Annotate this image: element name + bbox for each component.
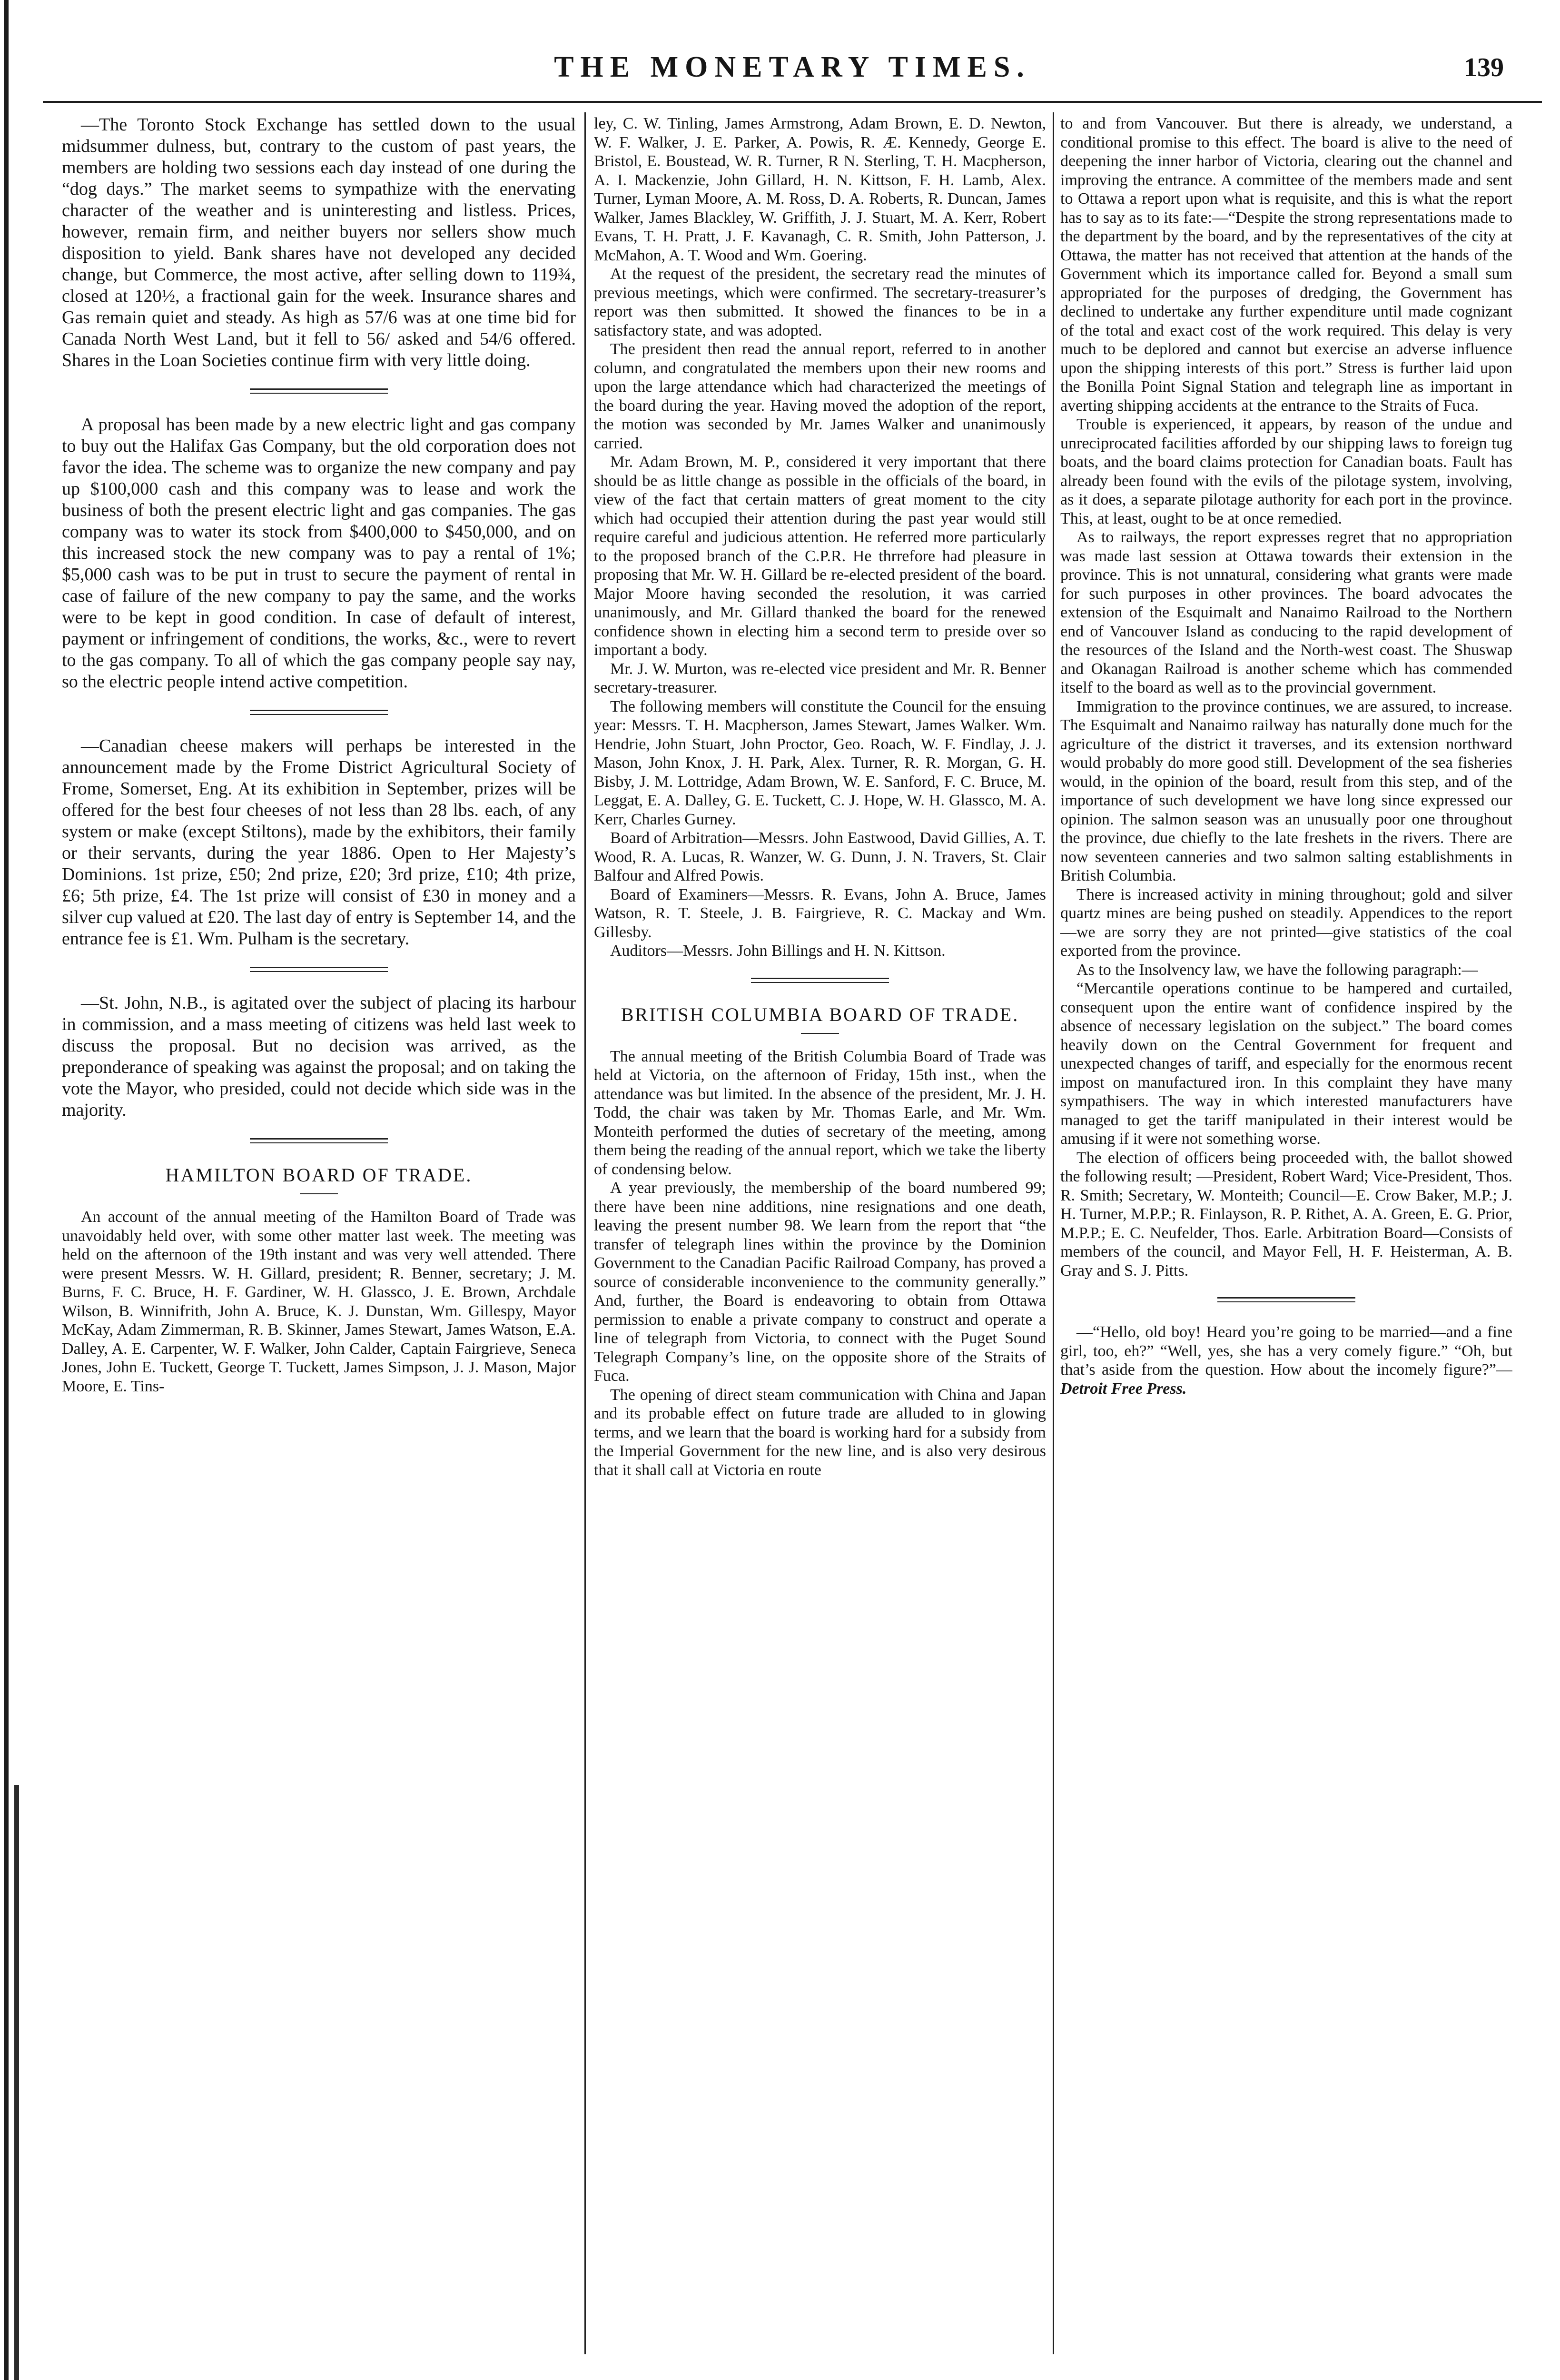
paragraph: Trouble is experienced, it appears, by reason of the undue and unreciprocated facilities afforded by our shipping laws to foreign tug boats, and the board claims protection for Canadian boats. Fault has already been found with the evils of the pilotage system, involving, as it does, a separate pilotage authority for each port in the province. This, at least, ought to be at once remedied.	[1060, 416, 1512, 527]
paragraph: The annual meeting of the British Columbia Board of Trade was held at Victoria, on the afternoon of Friday, 15th inst., when the attendance was but limited. In the absence of the president, Mr. J. H. Todd, the chair was taken by Mr. Thomas Earle, and Mr. Wm. Monteith performed the duties of secretary of the meeting, among them being the reading of the annual report, which we take the liberty of condensing below.	[594, 1047, 1046, 1178]
paragraph: As to the Insolvency law, we have the following paragraph:—	[1076, 961, 1478, 979]
section-divider	[250, 388, 388, 395]
column-2	[594, 114, 1046, 2361]
paragraph: Mr. Adam Brown, M. P., considered it very important that there should be as little change as possible in the officials of the board, in view of the fact that certain matters of great moment to the city which had occupied their attention during the past year would still require careful and judicious attention. He referred more particularly to the proposed branch of the C.P.R. He thrrefore had pleasure in proposing that Mr. W. H. Gillard be re-elected president of the board. Major Moore having seconded the resolution, it was carried unanimously, and Mr. Gillard thanked the board for the renewed confidence shown in electing him a second term to preside over so important a body.	[594, 453, 1046, 659]
section-divider	[250, 1138, 388, 1145]
column-divider	[1053, 112, 1054, 2354]
column-3	[1060, 114, 1512, 2361]
article-hamilton-board: An account of the annual meeting of the Hamilton Board of Trade was unavoidably held over, with some other matter last week. The meeting was held on the afternoon of the 19th instant and was very well attended. There were present Messrs. W. H. Gillard, president; R. Benner, secretary; J. M. Burns, F. C. Bruce, H. F. Gardiner, W. H. Glassco, J. E. Brown, Archdale Wilson, B. Winnifrith, John A. Bruce, K. J. Dunstan, Wm. Gillespy, Mayor McKay, Adam Zimmerman, R. B. Skinner, James Stewart, James Watson, E.A. Dalley, A. E. Carpenter, W. F. Walker, John Calder, Captain Fairgrieve, Seneca Jones, John E. Tuckett, George T. Tuckett, James Simpson, J. J. Mason, Major Moore, E. Tins-	[62, 1208, 576, 1395]
heading-rule	[300, 1193, 338, 1194]
article-st-john-harbour: —St. John, N.B., is agitated over the subject of placing its harbour in commission, and a mass meeting of citizens was held last week to discuss the proposal. But no decision was arrived, as the preponderance of speaking was against the proposal; and on taking the vote the Mayor, who presided, could not decide which side was in the majority.	[62, 993, 576, 1120]
section-divider	[250, 967, 388, 973]
paragraph: A year previously, the membership of the board numbered 99; there have been nine additions, nine resignations and one death, leaving the present number 98. We learn from the report that “the transfer of telegraph lines within the province by the Dominion Government to the Canadian Pacific Railroad Company, has proved a source of considerable inconvenience to the community generally.” And, further, the Board is endeavoring to obtain from Ottawa permission to enable a private company to construct and operate a line of telegraph from Victoria, to connect with the Puget Sound Telegraph Company’s line, on the opposite shore of the Straits of Fuca.	[594, 1179, 1046, 1385]
column-divider	[584, 112, 586, 2354]
paragraph: Mr. J. W. Murton, was re-elected vice president and Mr. R. Benner secretary-treasurer.	[594, 660, 1046, 696]
paragraph: The president then read the annual report, referred to in another column, and congratulated the members upon their new rooms and upon the large attendance which had characterized the meetings of the board during the year. Having moved the adoption of the report, the motion was seconded by Mr. James Walker and unanimously carried.	[594, 340, 1046, 452]
heading-hamilton-board: HAMILTON BOARD OF TRADE.	[165, 1164, 473, 1186]
binding-edge	[4, 0, 9, 2380]
paragraph: The opening of direct steam communication with China and Japan and its probable effect on future trade are alluded to in glowing terms, and we learn that the board is working hard for a subsidy from the Imperial Government for the new line, and is also very desirous that it shall call at Victoria en route	[594, 1386, 1046, 1479]
section-divider	[250, 710, 388, 716]
paragraph: Board of Examiners—Messrs. R. Evans, John A. Bruce, James Watson, R. T. Steele, J. B. Fairgrieve, R. C. Mackay and Wm. Gillesby.	[594, 885, 1046, 941]
article-toronto-stock-exchange: —The Toronto Stock Exchange has settled down to the usual midsummer dulness, but, contrary to the custom of past years, the members are holding two sessions each day instead of one during the “dog days.” The market seems to sympathize with the enervating character of the weather and is uninteresting and listless. Prices, however, remain firm, and neither buyers nor sellers show much disposition to yield. Bank shares have not developed any decided change, but Commerce, the most active, after selling down to 119¾, closed at 120½, a fractional gain for the week. Insurance shares and Gas remain quiet and steady. As high as 57/6 was at one time bid for Canada North West Land, but it fell to 56/ asked and 54/6 offered. Shares in the Loan Societies continue firm with very little doing.	[62, 115, 576, 370]
article-joke	[1060, 1323, 1512, 1398]
article-cheese-makers: —Canadian cheese makers will perhaps be interested in the announcement made by the Frome District Agricultural Society of Frome, Somerset, Eng. At its exhibition in September, prizes will be offered for the best four cheeses of not less than 28 lbs. each, of any system or make (except Stiltons), made by the exhibitors, their family or their servants, during the year 1886. Open to Her Majesty’s Dominions. 1st prize, £50; 2nd prize, £20; 3rd prize, £10; 4th prize, £6; 5th prize, £4. The 1st prize will consist of £30 in money and a silver cup valued at £20. The last day of entry is September 14, and the entrance fee is £1. Wm. Pulham is the secretary.	[62, 736, 576, 949]
paragraph: There is increased activity in mining throughout; gold and silver quartz mines are being pushed on steadily. Appendices to the report—we are sorry they are not printed—give statistics of the coal exported from the province.	[1060, 885, 1512, 960]
masthead-rule	[43, 101, 1542, 103]
joke-text: —“Hello, old boy! Heard you’re going to be married—and a fine girl, too, eh?” “Well, yes, she has a very comely figure.” “Oh, but that’s aside from the question. How about the incomely figure?”—	[1060, 1323, 1512, 1378]
paragraph: to and from Vancouver. But there is already, we understand, a conditional promise to this effect. The board is alive to the need of deepening the inner harbor of Victoria, clearing out the channel and improving the entrance. A committee of the members made and sent to Ottawa a report upon what is requisite, and this is what the report has to say as to its fate:—“Despite the strong representations made to the department by the board, and by the representatives of the city at Ottawa, the matter has not received that attention at the hands of the Government which its importance called for. Beyond a small sum appropriated for the purposes of dredging, the Government has declined to undertake any further expenditure until made cognizant of the total and exact cost of the work required. This delay is very much to be deplored and cannot but exercise an adverse influence upon the shipping interests of this port.” Stress is further laid upon the Bonilla Point Signal Station and telegraph line as important in averting shipping accidents at the entrance to the Straits of Fuca.	[1060, 115, 1512, 415]
paragraph: “Mercantile operations continue to be hampered and curtailed, consequent upon the entire want of confidence inspired by the absence of necessary legislation on the subject.” The board comes heavily down on the Central Government for frequent and unexpected changes of tariff, and especially for the enormous recent impost on manufactured iron. In this complaint they have many sympathisers. The way in which interested manufacturers have managed to get the tariff manipulated in their interest would be amusing if it were not something worse.	[1060, 980, 1512, 1148]
paragraph: Auditors—Messrs. John Billings and H. N. Kittson.	[610, 942, 946, 960]
paragraph: Immigration to the province continues, we are assured, to increase. The Esquimalt and Nanaimo railway has naturally done much for the agriculture of the district it traverses, and its extension northward would probably do more good still. Development of the sea fisheries would, in the opinion of the board, result from this step, and of the importance of such development we have long since expressed our opinion. The salmon season was an unusually poor one throughout the province, due chiefly to the late freshets in the rivers. There are now seventeen canneries and two salmon salting establishments in British Columbia.	[1060, 697, 1512, 884]
joke-credit: Detroit Free Press.	[1060, 1379, 1187, 1398]
paragraph: As to railways, the report expresses regret that no appropriation was made last session at Ottawa towards their extension in the province. This is not unnatural, considering what grants were made for such purposes in other provinces. The board advocates the extension of the Esquimalt and Nanaimo Railroad to the Northern end of Vancouver Island as conducing to the rapid development of the resources of the Island and the North-west coast. The Shuswap and Okanagan Railroad is another scheme which has commended itself to the board as well as to the provincial government.	[1060, 528, 1512, 696]
paragraph: The election of officers being proceeded with, the ballot showed the following result; —President, Robert Ward; Vice-President, Thos. R. Smith; Secretary, W. Monteith; Council—E. Crow Baker, M.P.; J. H. Turner, M.P.P.; R. Finlayson, R. P. Rithet, A. A. Green, E. G. Prior, M.P.P.; E. C. Neufelder, Thos. Earle. Arbitration Board—Consists of members of the council, and Mayor Fell, H. F. Heisterman, A. B. Gray and S. J. Pitts.	[1060, 1149, 1512, 1279]
section-divider	[1217, 1297, 1355, 1304]
page-title: THE MONETARY TIMES.	[554, 51, 1031, 83]
paragraph: ley, C. W. Tinling, James Armstrong, Adam Brown, E. D. Newton, W. F. Walker, J. E. Parker, A. Powis, R. Æ. Kennedy, George E. Bristol, E. Boustead, W. R. Turner, R N. Sterling, T. H. Macpherson, A. I. Mackenzie, John Gillard, H. N. Kittson, F. H. Lamb, Alex. Turner, Lyman Moore, A. M. Ross, D. A. Roberts, R. Duncan, James Walker, James Blackley, W. Griffith, J. J. Stuart, M. A. Kerr, Robert Evans, T. H. Pratt, J. F. Kavanagh, C. R. Smith, John Patterson, J. McMahon, A. T. Wood and Wm. Goering.	[594, 115, 1046, 264]
masthead	[43, 50, 1542, 98]
heading-british-columbia-board: BRITISH COLUMBIA BOARD OF TRADE.	[621, 1003, 1019, 1025]
binding-shadow	[14, 1785, 19, 2380]
paragraph: At the request of the president, the secretary read the minutes of previous meetings, which were confirmed. The secretary-treasurer’s report was then submitted. It showed the finances to be in a satisfactory state, and was adopted.	[594, 265, 1046, 339]
column-1	[62, 114, 576, 2375]
article-halifax-gas: A proposal has been made by a new electric light and gas company to buy out the Halifax Gas Company, but the old corporation does not favor the idea. The scheme was to organize the new company and pay up $100,000 cash and this company was to lease and work the business of both the present electric light and gas companies. The gas company was to water its stock from $400,000 to $450,000, and on this increased stock the new company was to pay a rental of 1%; $5,000 cash was to be put in trust to secure the payment of rental in case of failure of the new company to pay the same, and the works were to be kept in good condition. In case of default of interest, payment or infringement of conditions, the works, &c., were to revert to the gas company. To all of which the gas company people say nay, so the electric people intend active competition.	[62, 415, 576, 692]
paragraph: The following members will constitute the Council for the ensuing year: Messrs. T. H. Macpherson, James Stewart, James Walker. Wm. Hendrie, John Stuart, John Proctor, Geo. Roach, W. F. Findlay, J. J. Mason, John Knox, J. H. Park, Alex. Turner, R. R. Morgan, G. H. Bisby, J. M. Lottridge, Adam Brown, W. E. Sanford, F. C. Bruce, M. Leggat, E. A. Dalley, G. E. Tuckett, C. J. Hope, W. H. Glassco, M. A. Kerr, Charles Gurney.	[594, 697, 1046, 828]
paragraph: Board of Arbitration—Messrs. John Eastwood, David Gillies, A. T. Wood, R. A. Lucas, R. Wanzer, W. G. Dunn, J. N. Travers, St. Clair Balfour and Alfred Powis.	[594, 829, 1046, 884]
heading-rule	[801, 1033, 839, 1034]
section-divider	[751, 978, 889, 984]
page-number: 139	[1464, 53, 1504, 82]
